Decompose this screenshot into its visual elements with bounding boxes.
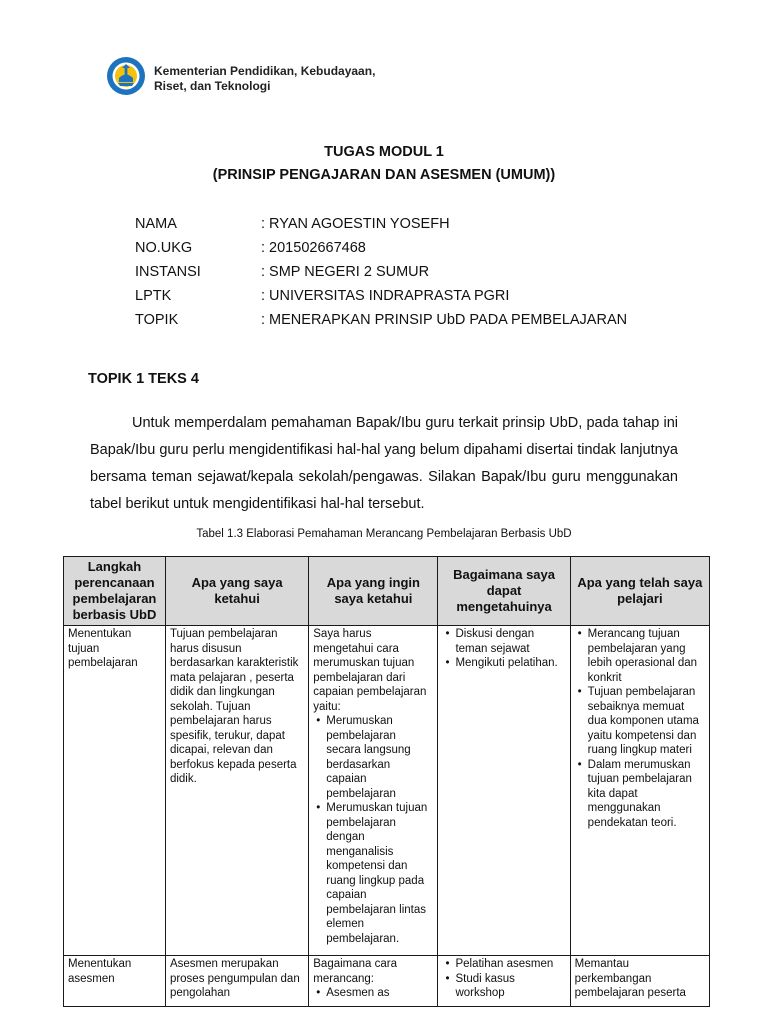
table-header-row xyxy=(64,557,710,626)
info-label: NO.UKG xyxy=(135,240,193,256)
list-item: • Mengikuti pelatihan. xyxy=(455,656,565,671)
info-value: : RYAN AGOESTIN YOSEFH xyxy=(261,216,450,232)
list-item: • Diskusi dengan teman sejawat xyxy=(455,627,565,656)
cell-step: Menentukan tujuan pembelajaran xyxy=(64,626,166,956)
bullet-list xyxy=(313,714,433,946)
ministry-name-line1: Kementerian Pendidikan, Kebudayaan, xyxy=(154,64,376,78)
cell-how xyxy=(438,626,570,956)
info-label: NAMA xyxy=(135,216,177,232)
list-item: • Merumuskan pembelajaran secara langsung berdasarkan capaian pembelajaran xyxy=(326,714,433,801)
header-apa-yang-saya-ketahui: Apa yang saya ketahui xyxy=(165,557,308,626)
table-row xyxy=(64,626,710,956)
cell-want-intro: Bagaimana cara merancang: xyxy=(313,958,398,985)
intro-paragraph xyxy=(90,410,678,518)
cell-know: Asesmen merupakan proses pengumpulan dan pengolahan xyxy=(165,956,308,1007)
ministry-name-line2: Riset, dan Teknologi xyxy=(154,79,271,93)
cell-step: Menentukan asesmen xyxy=(64,956,166,1007)
identity-info xyxy=(135,214,627,334)
info-row-noukg xyxy=(135,238,627,262)
info-row-lptk xyxy=(135,286,627,310)
info-value: : SMP NEGERI 2 SUMUR xyxy=(261,264,430,280)
info-value: : 201502667468 xyxy=(261,240,366,256)
document-subtitle: (PRINSIP PENGAJARAN DAN ASESMEN (UMUM)) xyxy=(212,167,556,183)
list-item: • Dalam merumuskan tujuan pembelajaran kita dapat menggunakan pendekatan teori. xyxy=(588,758,705,831)
bullet-list xyxy=(313,986,433,1001)
list-item: • Pelatihan asesmen xyxy=(455,957,565,972)
ministry-name xyxy=(154,64,375,94)
bullet-list xyxy=(442,627,565,671)
table-caption: Tabel 1.3 Elaborasi Pemahaman Merancang Pembelajaran Berbasis UbD xyxy=(196,528,572,540)
ministry-logo-icon xyxy=(106,56,146,96)
info-label: LPTK xyxy=(135,288,172,304)
cell-want xyxy=(309,956,438,1007)
info-label: TOPIK xyxy=(135,312,179,328)
list-item: • Tujuan pembelajaran sebaiknya memuat dua komponen utama yaitu kompetensi dan ruang lingkup materi xyxy=(588,685,705,758)
header-langkah: Langkah perencanaan pembelajaran berbasis UbD xyxy=(64,557,166,626)
list-item: • Asesmen as xyxy=(326,986,433,1001)
info-value: : UNIVERSITAS INDRAPRASTA PGRI xyxy=(261,288,510,304)
info-row-nama xyxy=(135,214,627,238)
info-row-topik xyxy=(135,310,627,334)
cell-how xyxy=(438,956,570,1007)
info-value: : MENERAPKAN PRINSIP UbD PADA PEMBELAJARAN xyxy=(261,312,628,328)
list-item: • Merancang tujuan pembelajaran yang lebih operasional dan konkrit xyxy=(588,627,705,685)
header-apa-yang-telah-dipelajari: Apa yang telah saya pelajari xyxy=(570,557,709,626)
info-row-instansi xyxy=(135,262,627,286)
list-item: • Merumuskan tujuan pembelajaran dengan menganalisis kompetensi dan ruang lingkup pada capaian pembelajaran lintas elemen pembelajaran. xyxy=(326,801,433,946)
header-apa-yang-ingin-saya-ketahui: Apa yang ingin saya ketahui xyxy=(309,557,438,626)
list-item: • Studi kasus workshop xyxy=(455,972,565,1001)
document-title: TUGAS MODUL 1 xyxy=(324,144,444,160)
cell-know: Tujuan pembelajaran harus disusun berdasarkan karakteristik mata pelajaran , peserta didik dan lingkungan sekolah. Tujuan pembelajaran harus spesifik, terukur, dapat dicapai, relevan dan berfokus kepada peserta didik. xyxy=(165,626,308,956)
intro-paragraph-text: Untuk memperdalam pemahaman Bapak/Ibu guru terkait prinsip UbD, pada tahap ini Bapak/Ibu guru perlu mengidentifikasi hal-hal yang belum dipahami disertai tindak lanjutnya bersama teman sejawat/kepala sekolah/pengawas. Silakan Bapak/Ibu guru menggunakan tabel berikut untuk mengidentifikasi hal-hal tersebut. xyxy=(90,415,678,512)
bullet-list xyxy=(575,627,705,830)
info-label: INSTANSI xyxy=(135,264,201,280)
section-heading: TOPIK 1 TEKS 4 xyxy=(88,371,199,387)
bullet-list xyxy=(442,957,565,1001)
cell-want xyxy=(309,626,438,956)
cell-want-intro: Saya harus mengetahui cara merumuskan tujuan pembelajaran dari capaian pembelajaran yaitu: xyxy=(313,628,427,713)
cell-learned: Memantau perkembangan pembelajaran peserta xyxy=(570,956,709,1007)
cell-learned xyxy=(570,626,709,956)
table-row xyxy=(64,956,710,1007)
header-bagaimana: Bagaimana saya dapat mengetahuinya xyxy=(438,557,570,626)
ubd-elaboration-table xyxy=(63,556,710,1007)
